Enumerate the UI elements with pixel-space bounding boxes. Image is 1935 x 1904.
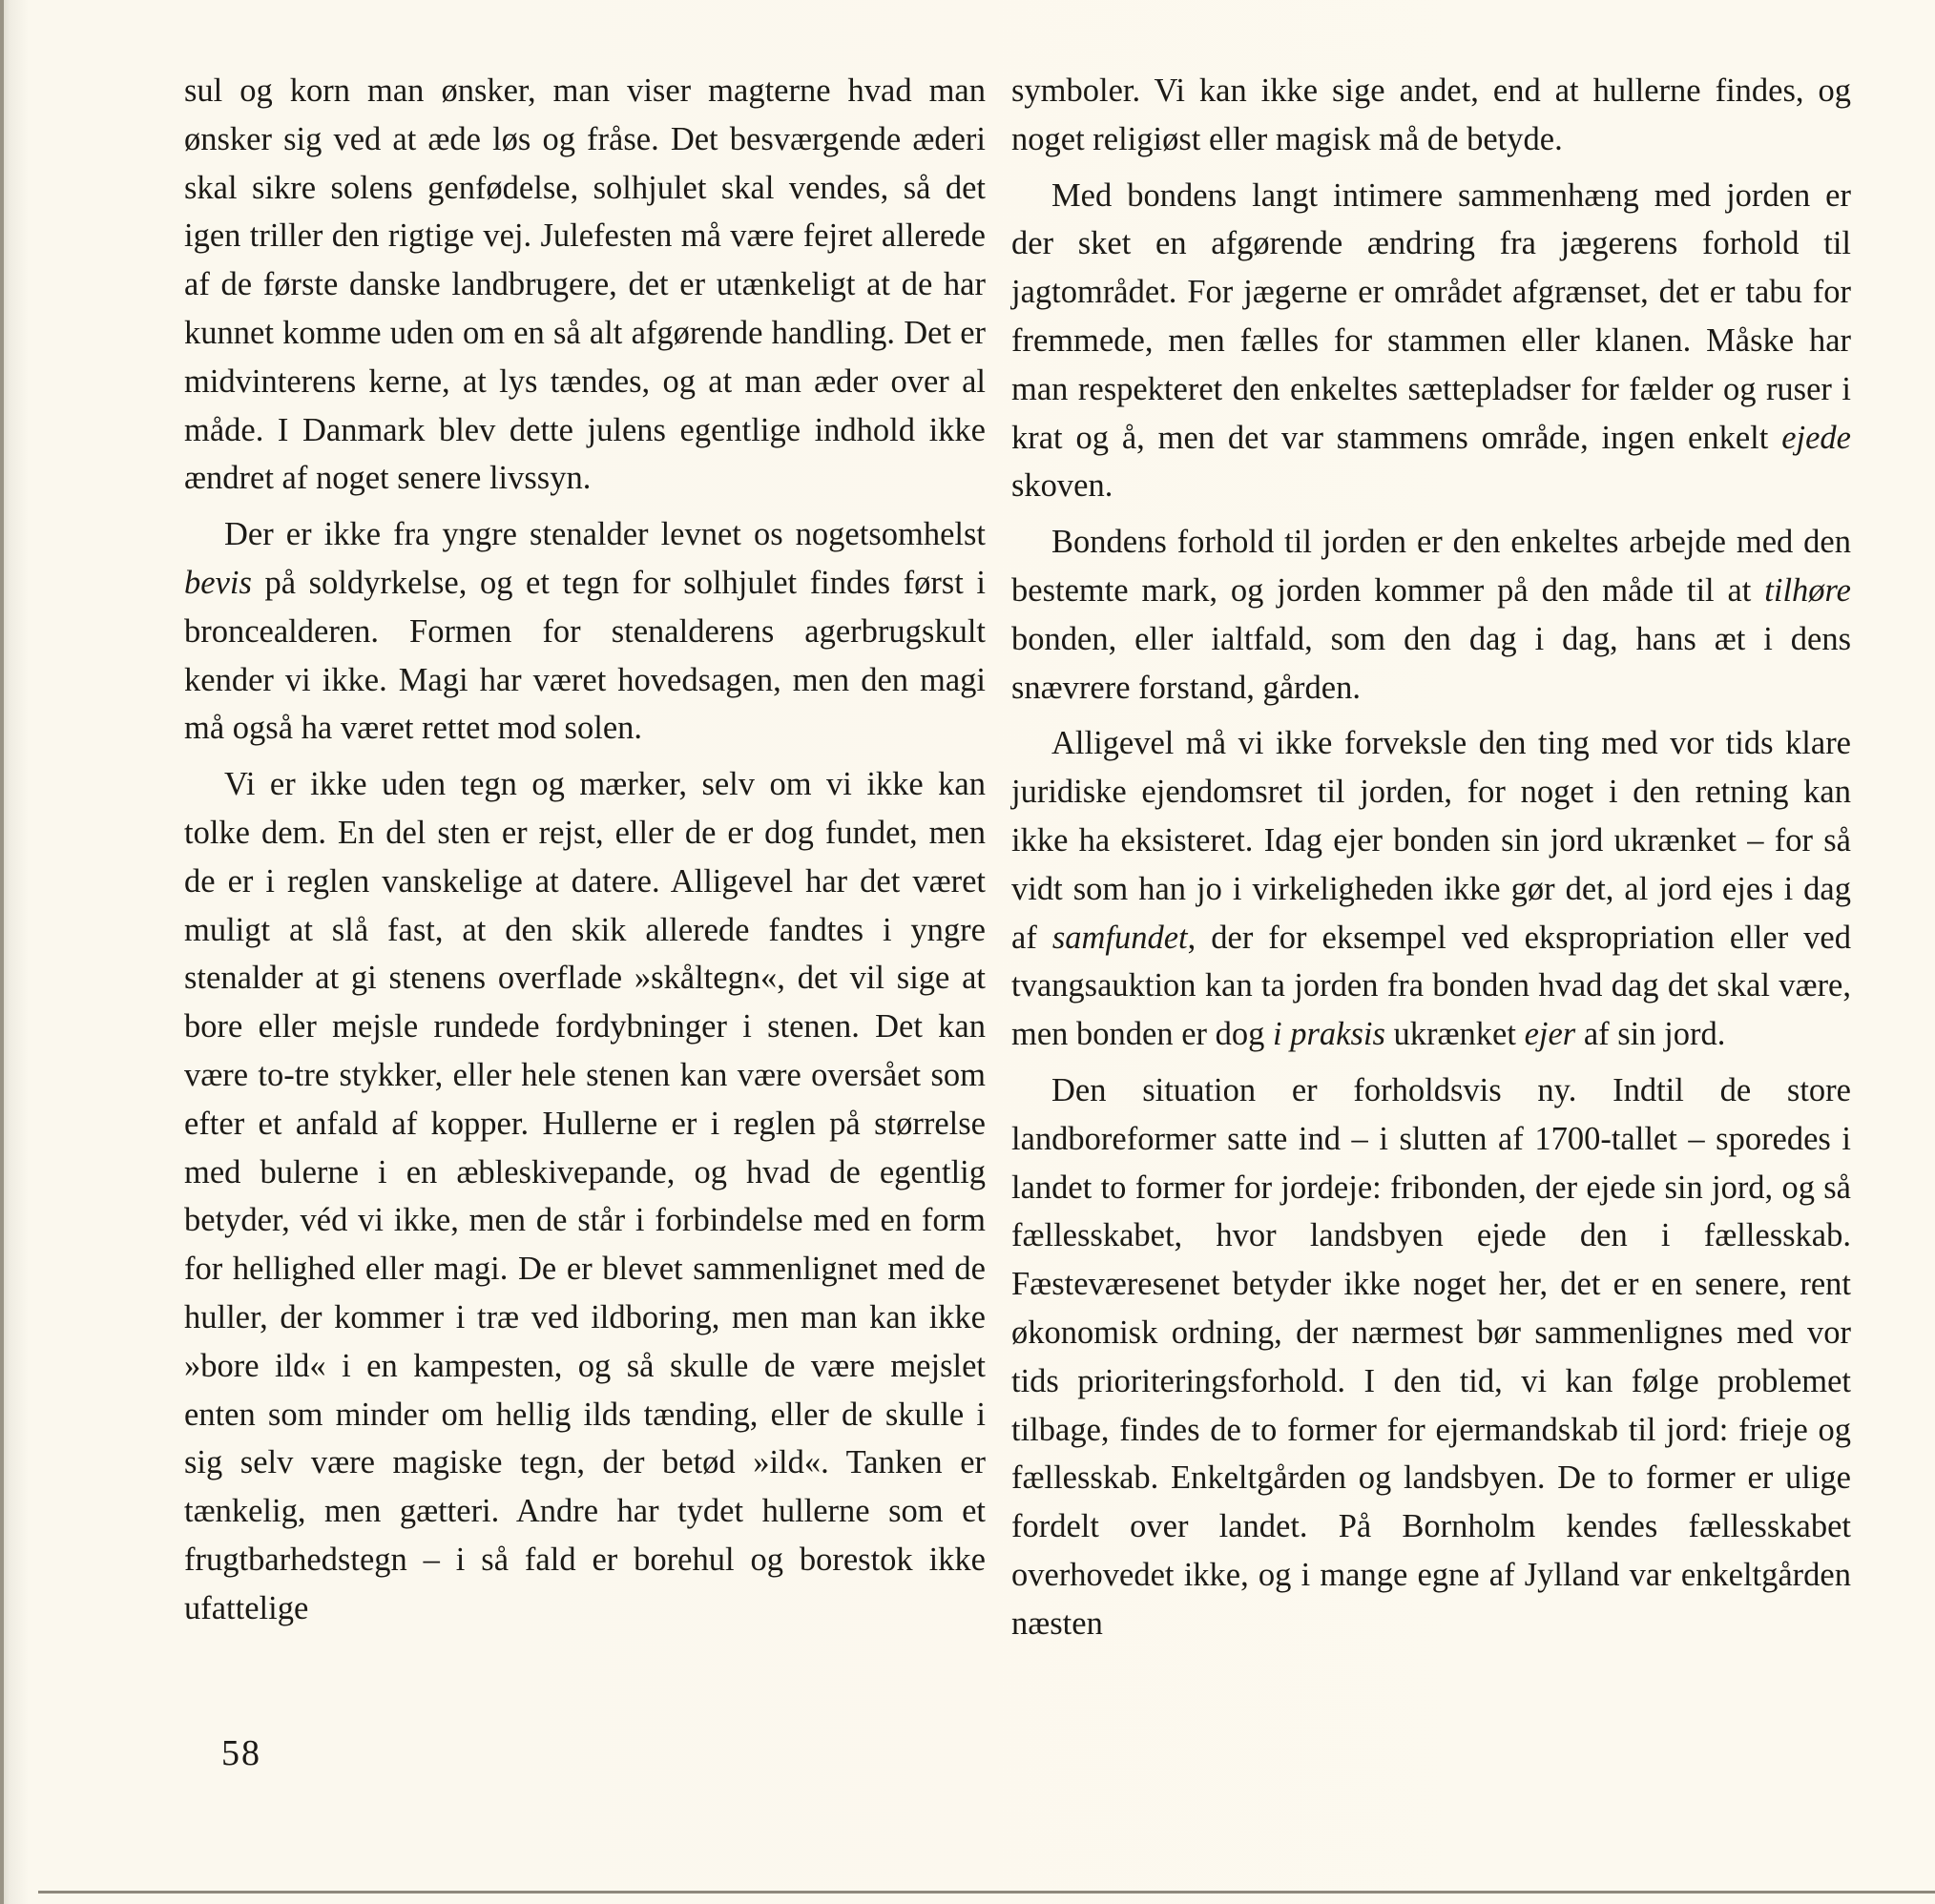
paragraph — [184, 510, 986, 753]
paragraph — [184, 760, 986, 1632]
italic-text: bevis — [184, 564, 252, 601]
italic-text: i praksis — [1273, 1016, 1385, 1053]
text-run: Bondens forhold til jorden er den enkeltes arbejde med den bestemte mark, og jorden kommer på den måde til at — [1011, 524, 1851, 609]
text-run: symboler. Vi kan ikke sige andet, end at hullerne findes, og noget religiøst eller magisk må de betyde. — [1011, 72, 1851, 157]
text-run: af sin jord. — [1575, 1016, 1726, 1053]
page-spine-edge — [0, 0, 4, 1904]
italic-text: samfundet — [1051, 919, 1188, 956]
text-run: skoven. — [1011, 467, 1113, 505]
text-run: Der er ikke fra yngre stenalder levnet os nogetsomhelst — [224, 516, 986, 553]
text-run: , der for eksempel ved ekspropriation eller ved tvangsauktion kan ta jorden fra bonden hvad dag det skal være, men bonden er dog — [1011, 919, 1851, 1053]
text-run: på soldyrkelse, og et tegn for solhjulet findes først i broncealderen. Formen for stenalderens agerbrugskult kender vi ikke. Magi har været hovedsagen, men den magi må også ha været rettet mod solen. — [184, 564, 986, 747]
italic-text: tilhøre — [1764, 571, 1851, 609]
text-run: Alligevel må vi ikke forveksle den ting med vor tids klare juridiske ejendomsret til jorden, for noget i den retning kan ikke ha eksisteret. Idag ejer bonden sin jord ukrænket – for så vidt som han jo i virkeligheden ikke gør det, al jord ejes i dag af — [1011, 725, 1851, 956]
text-run: bonden, eller ialtfald, som den dag i dag, hans æt i dens snævrere forstand, gården. — [1011, 620, 1851, 706]
left-text-column — [184, 67, 986, 1633]
text-run: Med bondens langt intimere sammenhæng med jorden er der sket en afgørende ændring fra jægerens forhold til jagtområdet. For jægerne er området afgrænset, det er tabu for fremmede, men fælles for stammen eller klanen. Måske har man respekteret den enkeltes sættepladser for fælder og ruser i krat og å, men det var stammens område, ingen enkelt — [1011, 176, 1851, 456]
paragraph — [1011, 67, 1851, 164]
text-run: ukrænket — [1384, 1016, 1525, 1053]
italic-text: ejer — [1524, 1016, 1576, 1053]
paragraph — [1011, 172, 1851, 511]
bottom-edge-line — [38, 1891, 1935, 1894]
page-number: 58 — [221, 1733, 261, 1773]
text-run: Vi er ikke uden tegn og mærker, selv om vi ikke kan tolke dem. En del sten er rejst, eller de er dog fundet, men de er i reglen vanskelige at datere. Alligevel har det været muligt at slå fast, at den skik allerede fandtes i yngre stenalder at gi stenens overflade »skåltegn«, det vil sige at bore eller mejsle rundede fordybninger i stenen. Det kan være to-tre stykker, eller hele stenen kan være oversået som efter et anfald af kopper. Hullerne er i reglen på størrelse med bulerne i en æbleskivepande, og hvad de egentlig betyder, véd vi ikke, men de står i forbindelse med en form for hellighed eller magi. De er blevet sammenlignet med de huller, der kommer i træ ved ildboring, men man kan ikke »bore ild« i en kampesten, og så skulle de være mejslet enten som minder om hellig ilds tænding, eller de skulle i sig selv være magiske tegn, der betød »ild«. Tanken er tænkelig, men gætteri. Andre har tydet hullerne som et frugtbarhedstegn – i så fald er borehul og borestok ikke ufattelige — [184, 766, 986, 1626]
text-run: sul og korn man ønsker, man viser magterne hvad man ønsker sig ved at æde løs og fråse. Det besværgende æderi skal sikre solens genfødelse, solhjulet skal vendes, så det igen triller den rigtige vej. Julefesten må være fejret allerede af de første danske landbrugere, det er utænkeligt at de har kunnet komme uden om en så alt afgørende handling. Det er midvinterens kerne, at lys tændes, og at man æder over al måde. I Danmark blev dette julens egentlige indhold ikke ændret af noget senere livssyn. — [184, 72, 986, 497]
paragraph — [1011, 1066, 1851, 1648]
italic-text: ejede — [1781, 419, 1851, 456]
right-text-column — [1011, 67, 1851, 1648]
paragraph — [184, 67, 986, 503]
paragraph — [1011, 719, 1851, 1059]
paragraph — [1011, 518, 1851, 712]
text-run: Den situation er forholdsvis ny. Indtil de store landboreformer satte ind – i slutten af 1700-tallet – sporedes i landet to former for jordeje: fribonden, der ejede sin jord, og så fællesskabet, hvor landsbyen ejede den i fællesskab. Fæsteværesenet betyder ikke noget her, det er en senere, rent økonomisk ordning, der nærmest bør sammenlignes med vor tids prioriteringsforhold. I den tid, vi kan følge problemet tilbage, findes de to former for ejermandskab til jord: frieje og fællesskab. Enkeltgården og landsbyen. De to former er ulige fordelt over landet. På Bornholm kendes fællesskabet overhovedet ikke, og i mange egne af Jylland var enkeltgården næsten — [1011, 1071, 1851, 1642]
